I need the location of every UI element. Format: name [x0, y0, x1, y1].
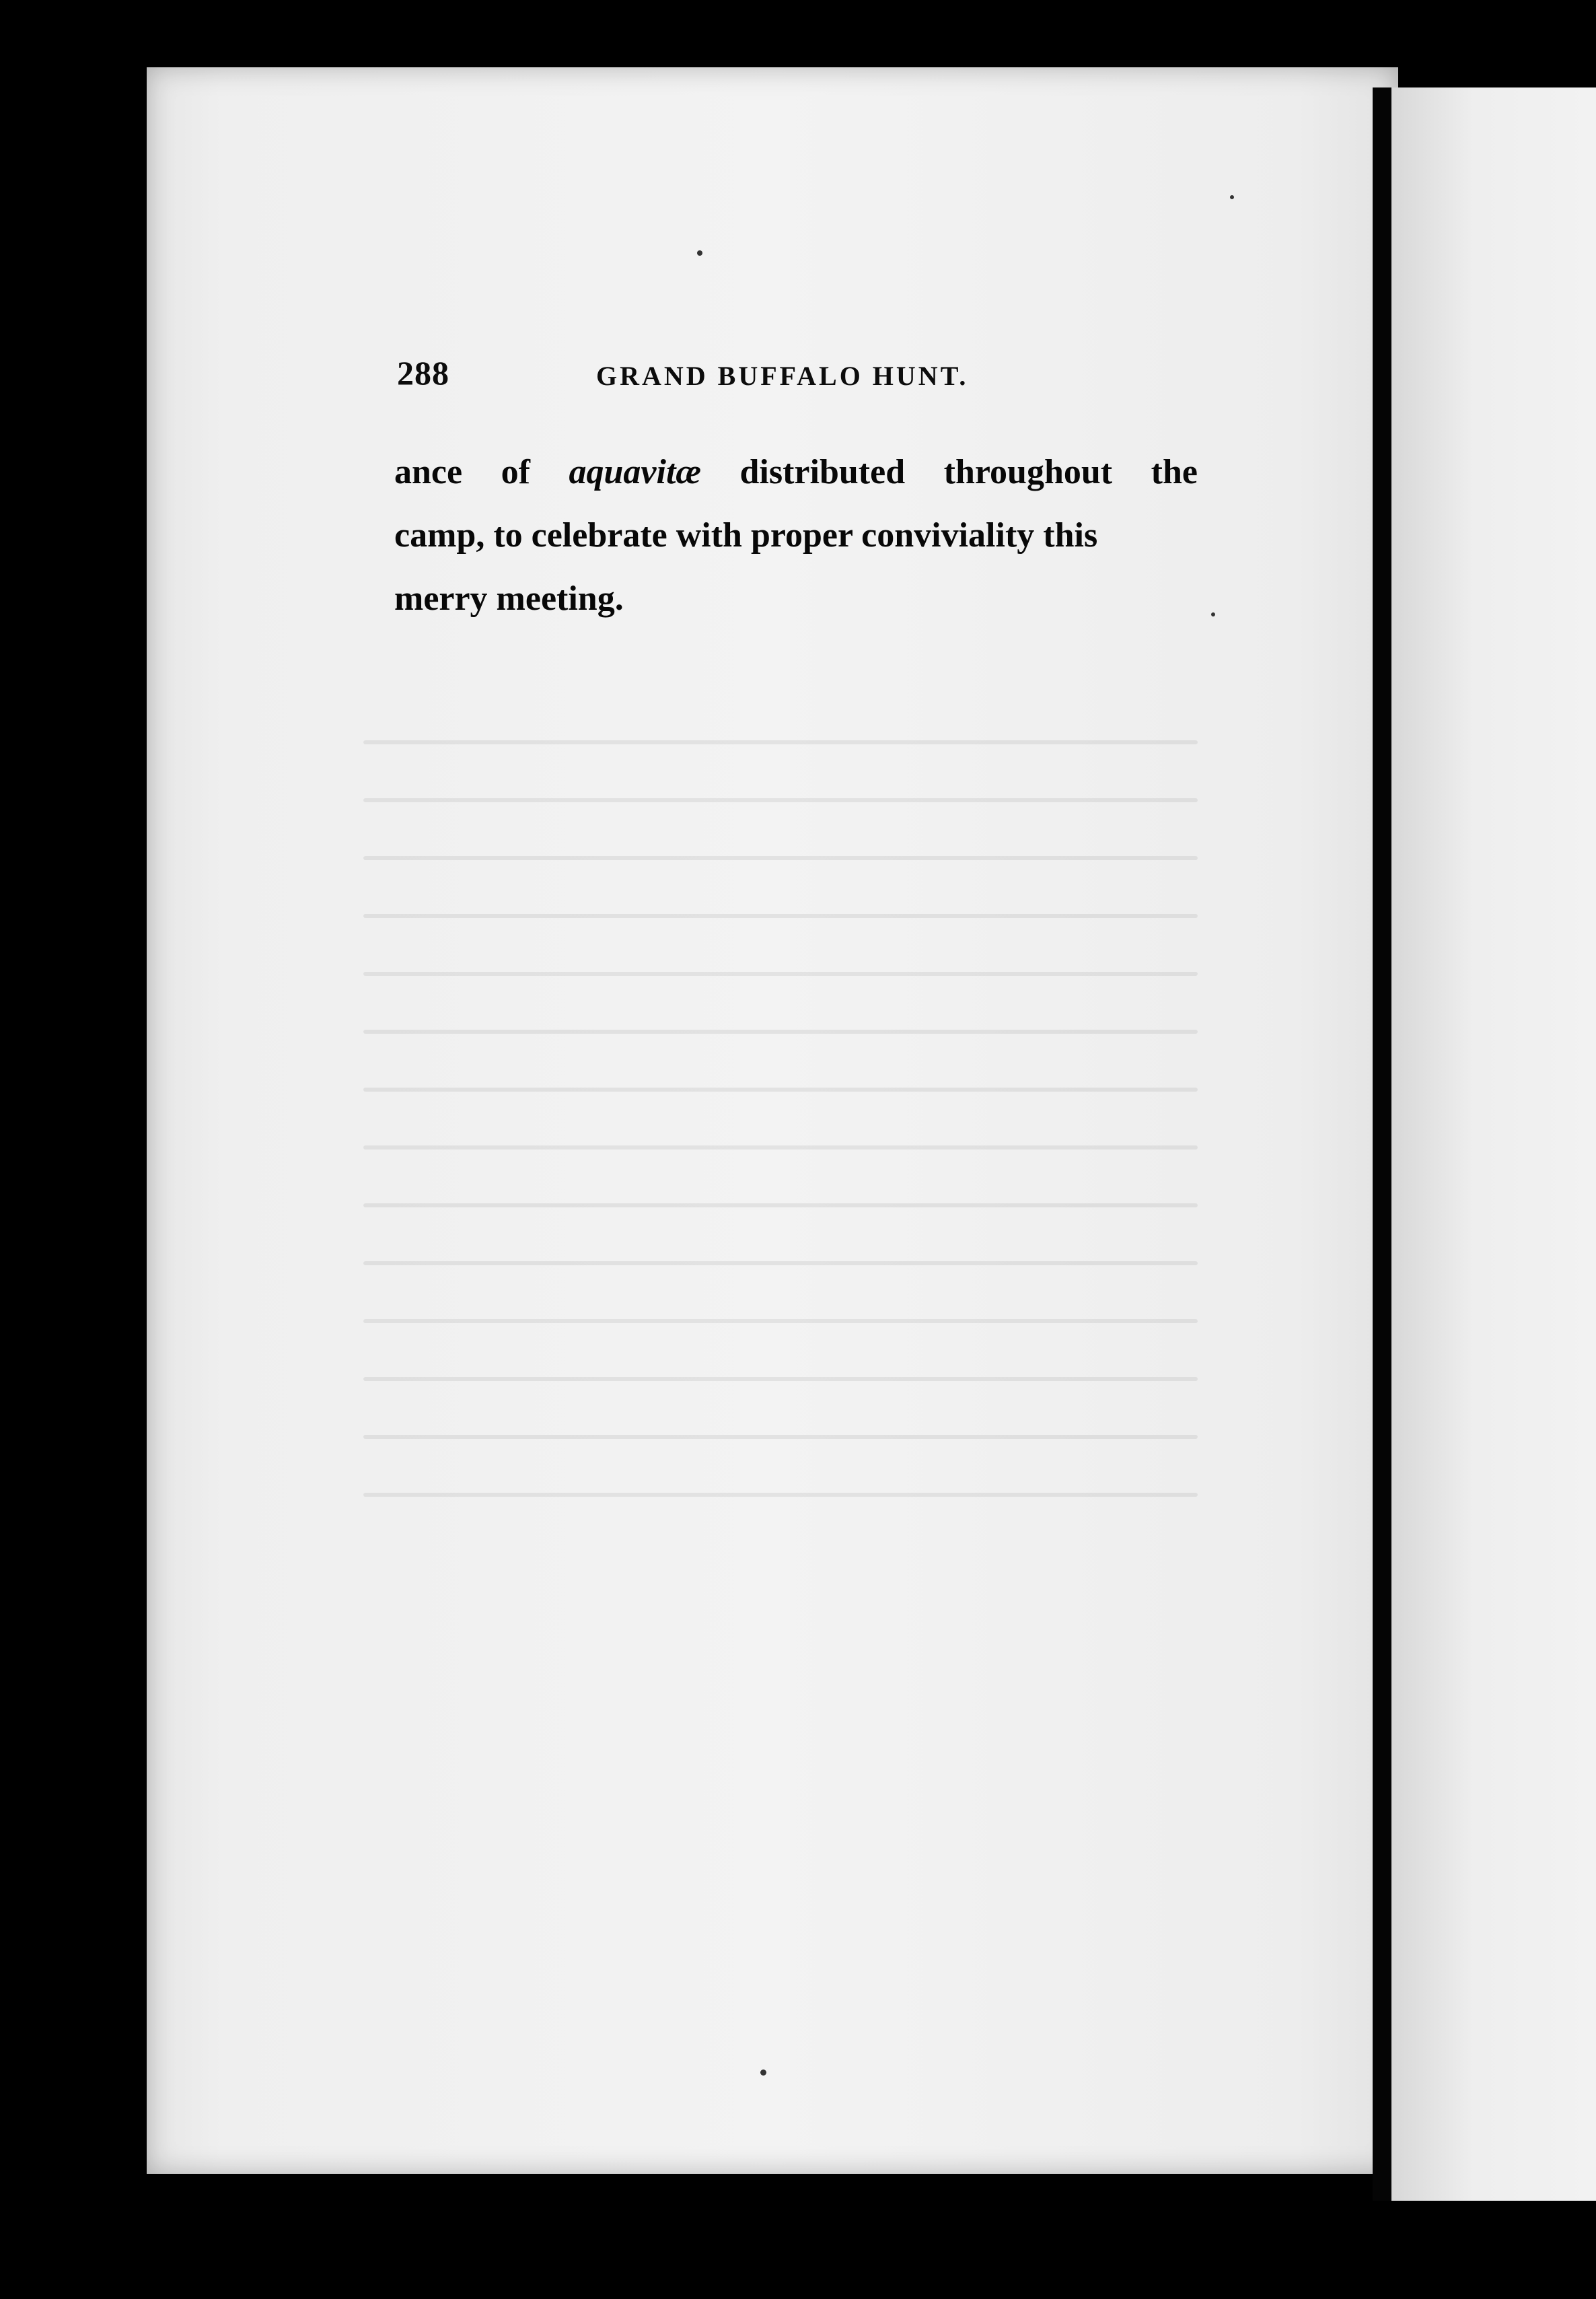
running-head — [397, 353, 1204, 407]
dust-speck — [760, 2070, 766, 2076]
body-text — [394, 441, 1198, 631]
text-line-1 — [394, 441, 1198, 504]
word: throughout — [943, 453, 1113, 491]
dust-speck — [1211, 612, 1215, 616]
word: ance — [394, 453, 463, 491]
word: distributed — [739, 453, 906, 491]
dust-speck — [697, 250, 702, 256]
italic-word: aquavitæ — [569, 453, 701, 491]
line-text: camp, to celebrate with proper conviviality this — [394, 516, 1098, 555]
text-line-2 — [394, 504, 1198, 567]
line-text: merry meeting. — [394, 579, 624, 618]
page-number: 288 — [397, 354, 449, 392]
facing-page-edge — [1391, 87, 1596, 2201]
running-title: GRAND BUFFALO HUNT. — [596, 361, 969, 391]
word: the — [1151, 453, 1198, 491]
word: of — [501, 453, 530, 491]
dust-speck — [1230, 195, 1234, 199]
book-spine — [1373, 87, 1393, 2201]
text-line-3 — [394, 567, 1198, 631]
